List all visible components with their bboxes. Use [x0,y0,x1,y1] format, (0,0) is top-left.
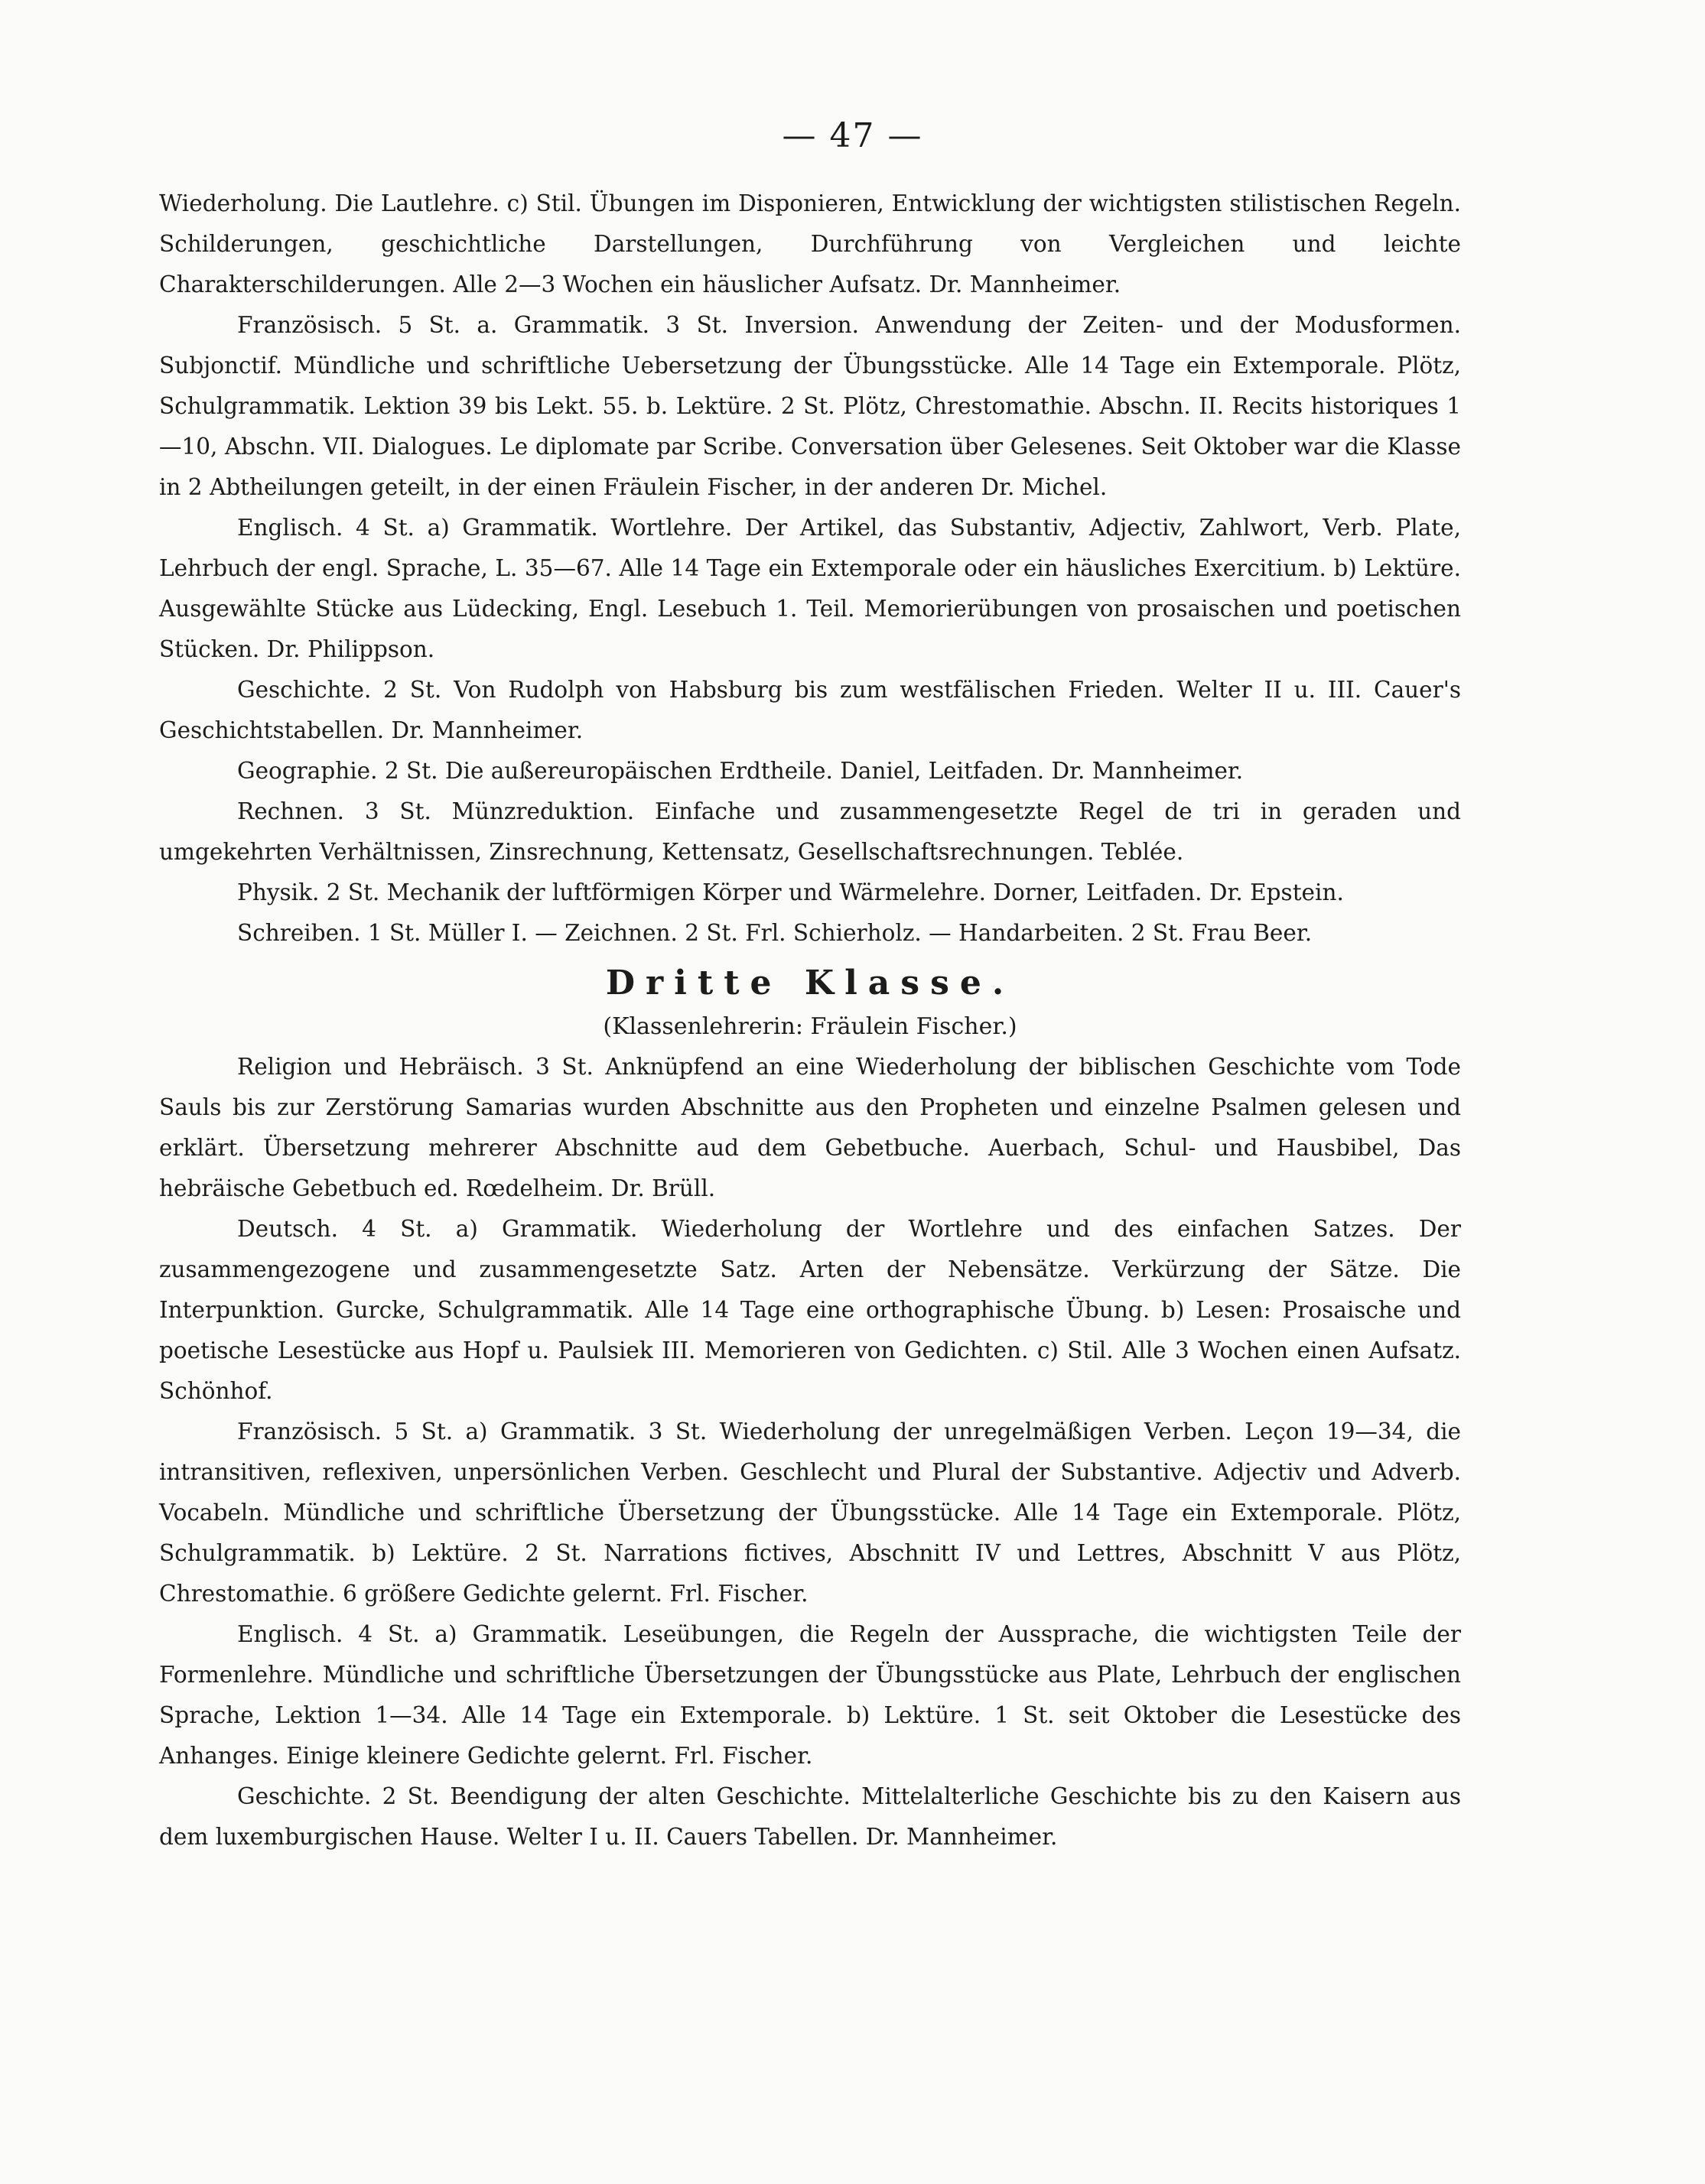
paragraph-geographie-4: Geographie. 2 St. Die außereuropäischen Erdtheile. Daniel, Leitfaden. Dr. Mannheimer. [237,758,1244,784]
paragraph-schreiben-4: Schreiben. 1 St. Müller I. — Zeichnen. 2 St. Frl. Schierholz. — Handarbeiten. 2 St. Frau Beer. [237,920,1313,946]
paragraph-englisch-4: Englisch. 4 St. a) Grammatik. Wortlehre. Der Artikel, das Substantiv, Adjectiv, Zahlwort, Verb. Plate, Lehrbuch der engl. Sprache, L. 35—67. Alle 14 Tage ein Extemporale oder ein häusliches Exercitium. b) Lektüre. Ausgewählte Stücke aus Lüdecking, Engl. Lesebuch 1. Teil. Memorierübungen von prosaischen und poetischen Stücken. Dr. Philippson. [159,515,1461,662]
paragraph-geschichte-3: Geschichte. 2 St. Beendigung der alten Geschichte. Mittelalterliche Geschichte bis zu den Kaisern aus dem luxemburgischen Hause. Welter I u. II. Cauers Tabellen. Dr. Mannheimer. [159,1783,1461,1850]
paragraph-geschichte-4: Geschichte. 2 St. Von Rudolph von Habsburg bis zum westfälischen Frieden. Welter II u. III. Cauer's Geschichtstabellen. Dr. Mannheimer. [159,677,1461,743]
paragraph-deutsch-continued: Wiederholung. Die Lautlehre. c) Stil. Übungen im Disponieren, Entwicklung der wichtigsten stilistischen Regeln. Schilderungen, geschichtliche Darstellungen, Durchführung von Vergleichen und leichte Charakterschilderungen. Alle 2—3 Wochen ein häuslicher Aufsatz. Dr. Mannheimer. [159,190,1461,297]
page-number: — 47 — [782,116,923,155]
section-subheading-klassenlehrerin: (Klassenlehrerin: Fräulein Fischer.) [603,1013,1017,1040]
paragraph-deutsch-3: Deutsch. 4 St. a) Grammatik. Wiederholung der Wortlehre und des einfachen Satzes. Der zusammengezogene und zusammengesetzte Satz. Arten der Nebensätze. Verkürzung der Sätze. Die Interpunktion. Gurcke, Schulgrammatik. Alle 14 Tage eine orthographische Übung. b) Lesen: Prosaische und poetische Lesestücke aus Hopf u. Paulsiek III. Memorieren von Gedichten. c) Stil. Alle 3 Wochen einen Aufsatz. Schönhof. [159,1216,1461,1404]
paragraph-physik-4: Physik. 2 St. Mechanik der luftförmigen Körper und Wärmelehre. Dorner, Leitfaden. Dr. Epstein. [237,879,1344,905]
paragraph-franzoesisch-4: Französisch. 5 St. a. Grammatik. 3 St. Inversion. Anwendung der Zeiten- und der Modusformen. Subjonctif. Mündliche und schriftliche Uebersetzung der Übungsstücke. Alle 14 Tage ein Extemporale. Plötz, Schulgrammatik. Lektion 39 bis Lekt. 55. b. Lektüre. 2 St. Plötz, Chrestomathie. Abschn. II. Recits historiques 1—10, Abschn. VII. Dialogues. Le diplomate par Scribe. Conversation über Gelesenes. Seit Oktober war die Klasse in 2 Abtheilungen geteilt, in der einen Fräulein Fischer, in der anderen Dr. Michel. [159,312,1461,500]
paragraph-englisch-3: Englisch. 4 St. a) Grammatik. Leseübungen, die Regeln der Aussprache, die wichtigsten Teile der Formenlehre. Mündliche und schriftliche Übersetzungen der Übungsstücke aus Plate, Lehrbuch der englischen Sprache, Lektion 1—34. Alle 14 Tage ein Extemporale. b) Lektüre. 1 St. seit Oktober die Lesestücke des Anhanges. Einige kleinere Gedichte gelernt. Frl. Fischer. [159,1621,1461,1769]
paragraph-franzoesisch-3: Französisch. 5 St. a) Grammatik. 3 St. Wiederholung der unregelmäßigen Verben. Leçon 19—34, die intransitiven, reflexiven, unpersönlichen Verben. Geschlecht und Plural der Substantive. Adjectiv und Adverb. Vocabeln. Mündliche und schriftliche Übersetzung der Übungsstücke. Alle 14 Tage ein Extemporale. Plötz, Schulgrammatik. b) Lektüre. 2 St. Narrations fictives, Abschnitt IV und Lettres, Abschnitt V aus Plötz, Chrestomathie. 6 größere Gedichte gelernt. Frl. Fischer. [159,1419,1461,1607]
paragraph-religion-3: Religion und Hebräisch. 3 St. Anknüpfend an eine Wiederholung der biblischen Geschichte vom Tode Sauls bis zur Zerstörung Samarias wurden Abschnitte aus den Propheten und einzelne Psalmen gelesen und erklärt. Übersetzung mehrerer Abschnitte aud dem Gebetbuche. Auerbach, Schul- und Hausbibel, Das hebräische Gebetbuch ed. Rœdelheim. Dr. Brüll. [159,1054,1461,1201]
body-text [159,184,1461,1857]
section-heading-dritte-klasse: Dritte Klasse. [605,964,1015,1003]
paragraph-rechnen-4: Rechnen. 3 St. Münzreduktion. Einfache und zusammengesetzte Regel de tri in geraden und umgekehrten Verhältnissen, Zinsrechnung, Kettensatz, Gesellschaftsrechnungen. Teblée. [159,798,1461,865]
